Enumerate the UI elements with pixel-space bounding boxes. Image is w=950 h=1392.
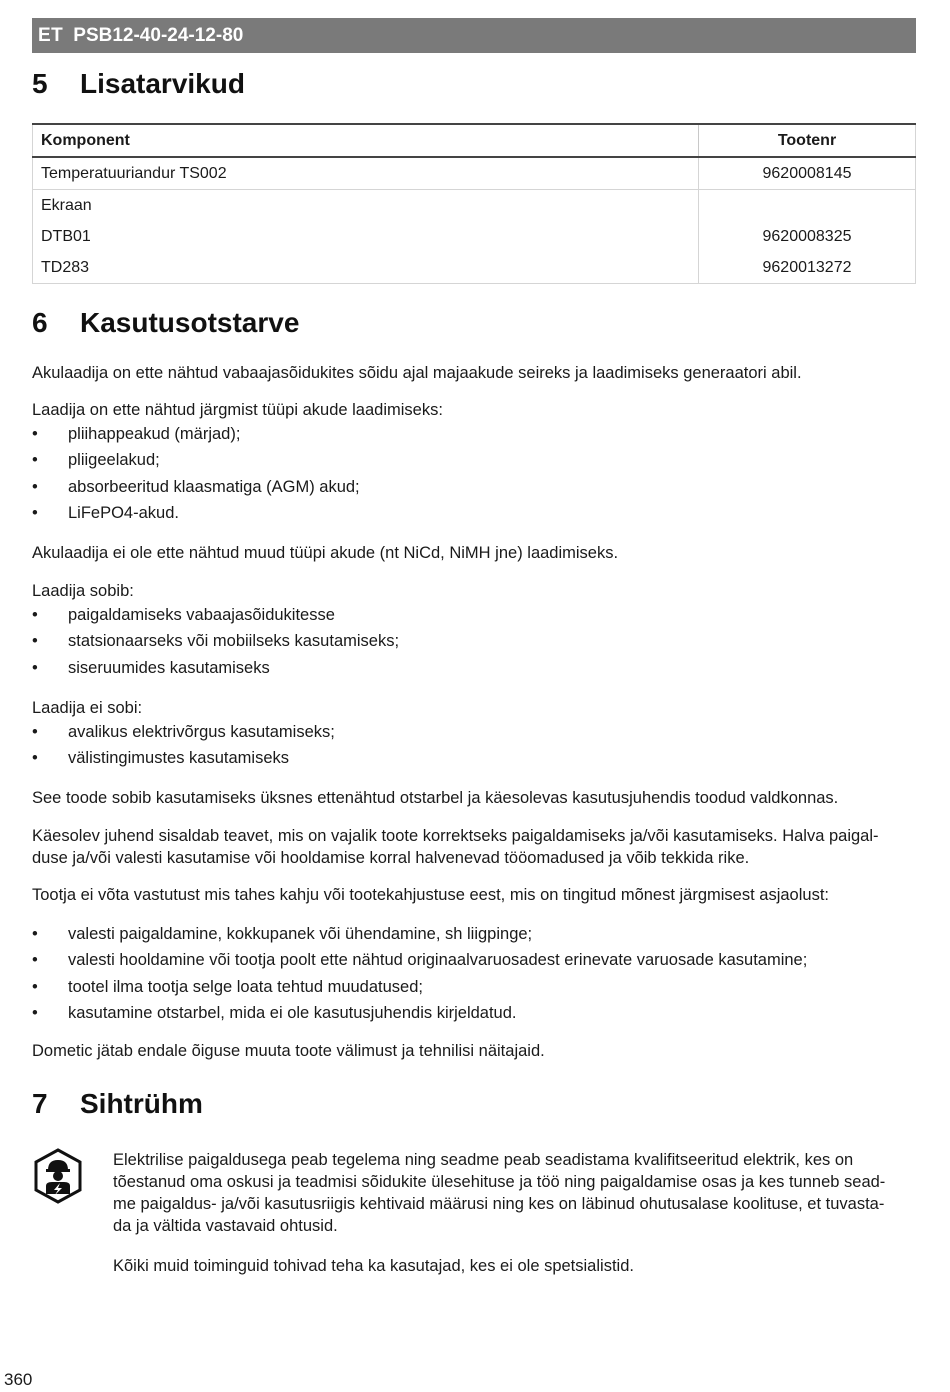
section-6-heading	[32, 307, 299, 339]
section-title: Lisatarvikud	[80, 68, 245, 99]
charger-battery-types	[32, 399, 912, 527]
liability-list	[32, 921, 912, 1027]
paragraph-line: me paigaldus- ja/või kasutusriigis kehtivaid määrusi ning kes on läbinud ohutusalase koolituse, et tuvasta-	[113, 1195, 885, 1213]
paragraph: Akulaadija on ette nähtud vabaajasõidukites sõidu ajal majaakude seireks ja laadimiseks generaatori abil.	[32, 364, 802, 382]
list-item: • valesti hooldamine või tootja poolt ette nähtud originaalvaruosadest erinevate varuosade kasutamine;	[32, 947, 912, 973]
paragraph-block	[32, 825, 912, 869]
page-number: 360	[4, 1370, 33, 1389]
paragraph-line: duse ja/või valesti kasutamise või hooldamise korral halvenevad tööomadused ja võib tekkida rike.	[32, 849, 750, 867]
model-number: PSB12-40-24-12-80	[73, 24, 244, 46]
list-item: • siseruumides kasutamiseks	[32, 655, 912, 681]
table-header-row	[33, 124, 916, 157]
cell-component: Ekraan	[41, 196, 92, 214]
list-item: • kasutamine otstarbel, mida ei ole kasutusjuhendis kirjeldatud.	[32, 1000, 912, 1026]
electrician-icon	[32, 1148, 84, 1204]
column-header-number: Tootenr	[699, 124, 916, 157]
paragraph: Laadija sobib:	[32, 582, 134, 600]
not-suitable-list	[32, 719, 912, 772]
cell-component: TD283	[33, 252, 699, 284]
list-item: • pliihappeakud (märjad);	[32, 421, 912, 447]
paragraph-block	[32, 1040, 912, 1062]
list-item: • välistingimustes kasutamiseks	[32, 745, 912, 771]
cell-number: 9620008325	[699, 221, 916, 252]
paragraph-block	[113, 1255, 913, 1277]
list-item: • tootel ilma tootja selge loata tehtud muudatused;	[32, 974, 912, 1000]
suitable-list	[32, 602, 912, 681]
list-item: • paigaldamiseks vabaajasõidukitesse	[32, 602, 912, 628]
accessories-table	[32, 123, 916, 284]
paragraph: Kõiki muid toiminguid tohivad teha ka kasutajad, kes ei ole spetsialistid.	[113, 1257, 634, 1275]
column-header-component: Komponent	[33, 124, 699, 157]
battery-type-list	[32, 421, 912, 527]
table-row	[33, 252, 916, 284]
section-7-heading	[32, 1088, 203, 1120]
paragraph-line: da ja vältida vastavaid ohtusid.	[113, 1217, 338, 1235]
table-row	[33, 157, 916, 190]
cell-number: 9620013272	[699, 252, 916, 284]
cell-number	[699, 190, 916, 222]
table-row	[33, 190, 916, 222]
table-row	[33, 221, 916, 252]
paragraph-block	[32, 884, 912, 906]
paragraph-line: Elektrilise paigaldusega peab tegelema ning seadme peab seadistama kvalifitseeritud elektrik, kes on	[113, 1151, 854, 1169]
list-item: • pliigeelakud;	[32, 447, 912, 473]
not-suitable-for	[32, 697, 912, 772]
header-bar	[32, 18, 916, 53]
cell-component: DTB01	[41, 227, 91, 245]
paragraph-line: tõestanud oma oskusi ja teadmisi sõidukite ülesehituse ja töö ning paigaldamise osas ja kes tunneb sead-	[113, 1173, 886, 1191]
section-title: Kasutusotstarve	[80, 307, 300, 338]
paragraph: Tootja ei võta vastutust mis tahes kahju või tootekahjustuse eest, mis on tingitud mõnest järgmisest asjaolust:	[32, 886, 829, 904]
paragraph: Laadija ei sobi:	[32, 699, 143, 717]
list-item: • valesti paigaldamine, kokkupanek või ühendamine, sh liigpinge;	[32, 921, 912, 947]
paragraph-block	[32, 542, 912, 564]
list-item: • absorbeeritud klaasmatiga (AGM) akud;	[32, 474, 912, 500]
paragraph: Dometic jätab endale õiguse muuta toote välimust ja tehnilisi näitajaid.	[32, 1042, 545, 1060]
section-title: Sihtrühm	[80, 1088, 203, 1119]
section-7-body	[113, 1149, 913, 1237]
cell-number: 9620008145	[699, 157, 916, 190]
paragraph-line: Käesolev juhend sisaldab teavet, mis on vajalik toote korrektseks paigaldamiseks ja/või kasutamiseks. Halva paigal-	[32, 827, 879, 845]
suitable-for	[32, 580, 912, 681]
section-5-heading	[32, 68, 245, 100]
section-number: 6	[32, 307, 48, 338]
paragraph: See toode sobib kasutamiseks üksnes ettenähtud otstarbel ja käesolevas kasutusjuhendis toodud valdkonnas.	[32, 789, 839, 807]
section-6-body	[32, 362, 912, 384]
list-item: • statsionaarseks või mobiilseks kasutamiseks;	[32, 628, 912, 654]
liability-list-block	[32, 921, 912, 1027]
section-number: 5	[32, 68, 48, 99]
cell-component: Temperatuuriandur TS002	[33, 157, 699, 190]
language-code: ET	[38, 24, 64, 46]
list-item: • LiFePO4-akud.	[32, 500, 912, 526]
paragraph-block	[32, 787, 912, 809]
list-item: • avalikus elektrivõrgus kasutamiseks;	[32, 719, 912, 745]
section-number: 7	[32, 1088, 48, 1119]
paragraph: Laadija on ette nähtud järgmist tüüpi akude laadimiseks:	[32, 401, 443, 419]
paragraph: Akulaadija ei ole ette nähtud muud tüüpi akude (nt NiCd, NiMH jne) laadimiseks.	[32, 544, 619, 562]
